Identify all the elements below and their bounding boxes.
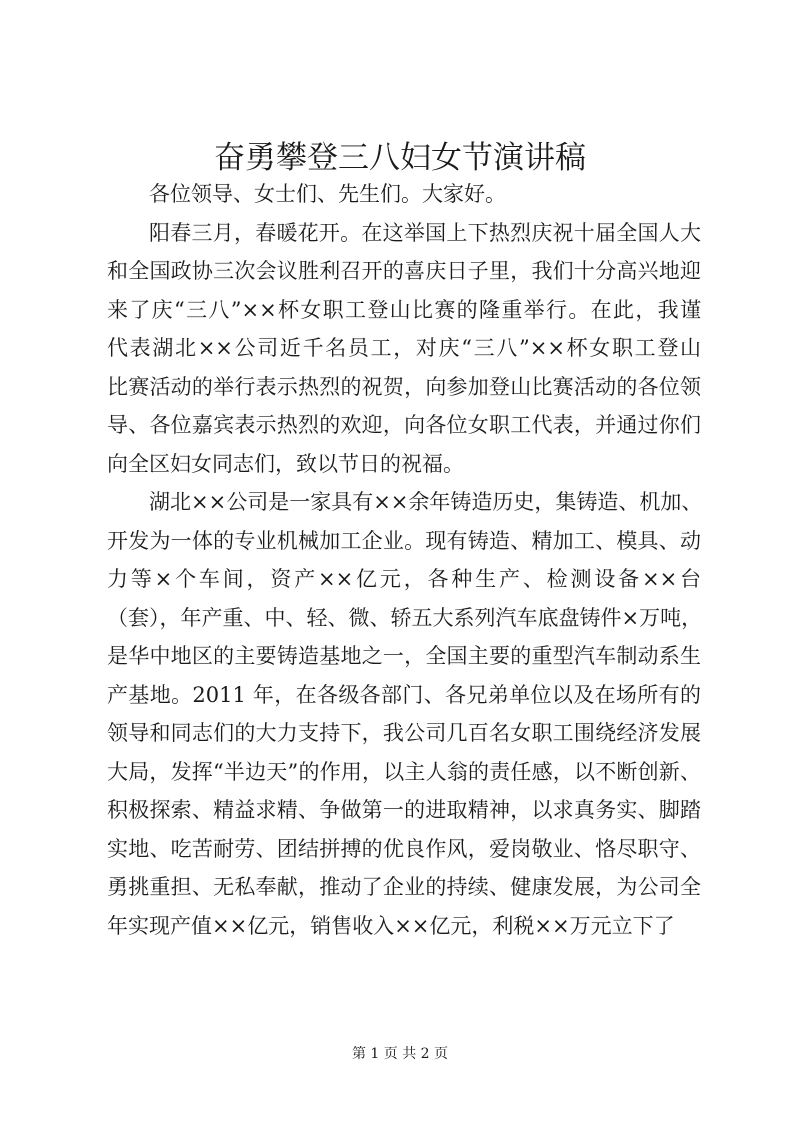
text-line: 勇挑重担、无私奉献，推动了企业的持续、健康发展，为公司全 [107,875,701,899]
text-line: 来了庆“三八”××杯女职工登山比赛的隆重举行。在此，我谨 [107,297,701,322]
text-line: 是华中地区的主要铸造基地之一，全国主要的重型汽车制动系生 [107,644,701,668]
paragraph [107,175,701,214]
text-line: 向全区妇女同志们，致以节日的祝福。 [107,451,464,476]
text-line: 湖北××公司是一家具有××余年铸造历史，集铸造、机加、 [149,490,703,514]
text-line: 代表湖北××公司近千名员工，对庆“三八”××杯女职工登山 [107,336,701,360]
text-line: 和全国政协三次会议胜利召开的喜庆日子里，我们十分高兴地迎 [107,259,701,283]
page-footer: 第 1 页 共 2 页 [351,1046,449,1062]
document-body [107,175,701,945]
text-line: 大局，发挥“半边天”的作用，以主人翁的责任感，以不断创新、 [107,759,701,784]
text-line: （套），年产重、中、轻、微、轿五大系列汽车底盘铸件×万吨， [107,605,703,630]
text-line: 导、各位嘉宾表示热烈的欢迎，向各位女职工代表，并通过你们 [107,413,701,437]
text-line: 开发为一体的专业机械加工企业。现有铸造、精加工、模具、动 [107,528,701,553]
text-line: 产基地。2011 年，在各级各部门、各兄弟单位以及在场所有的 [107,682,701,707]
text-line: 实地、吃苦耐劳、团结拼搏的优良作风，爱岗敬业、恪尽职守、 [107,836,701,861]
text-line: 积极探索、精益求精、争做第一的进取精神，以求真务实、脚踏 [107,798,701,822]
paragraph [107,214,701,484]
text-line: 年实现产值××亿元，销售收入××亿元，利税××万元立下了 [107,913,675,938]
text-line: 各位领导、女士们、先生们。大家好。 [149,182,506,206]
text-line: 领导和同志们的大力支持下，我公司几百名女职工围绕经济发展 [107,721,701,745]
text-line: 阳春三月，春暖花开。在这举国上下热烈庆祝十届全国人大 [149,220,701,245]
document-title: 奋勇攀登三八妇女节演讲稿 [214,140,586,176]
text-line: 力等×个车间，资产××亿元，各种生产、检测设备××台 [107,567,701,591]
paragraph [107,483,701,945]
text-line: 比赛活动的举行表示热烈的祝贺，向参加登山比赛活动的各位领 [107,374,701,399]
